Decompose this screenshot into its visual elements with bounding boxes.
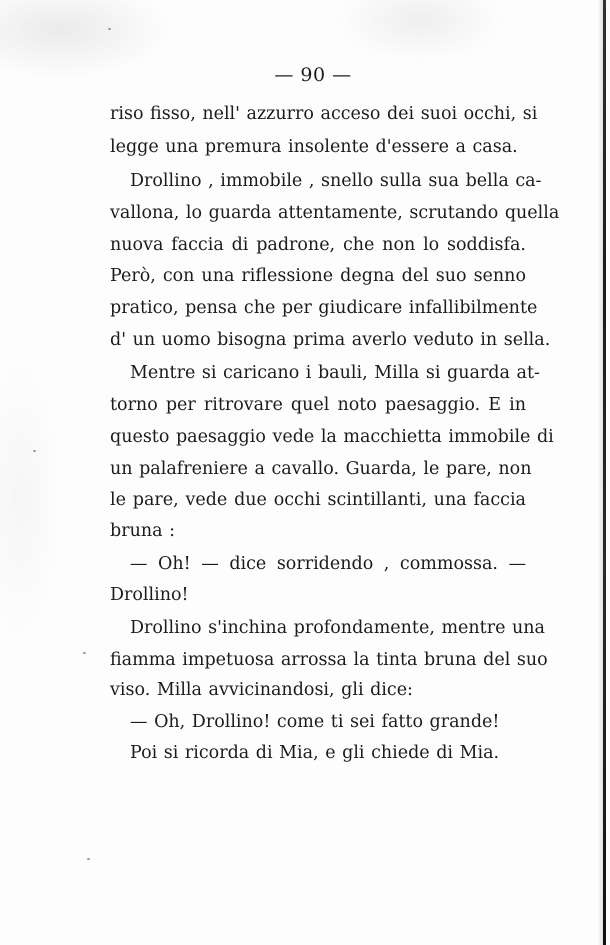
text-line: vallona, lo guarda attentamente, scrutando quella	[110, 203, 560, 223]
text-line: Mentre si caricano i bauli, Milla si guarda at-	[130, 363, 540, 383]
text-line: — Oh, Drollino! come ti sei fatto grande!	[130, 712, 500, 732]
text-line: d' un uomo bisogna prima averlo veduto in sella.	[110, 330, 551, 350]
page-edge-line	[603, 0, 606, 945]
text-line: viso. Milla avvicinandosi, gli dice:	[110, 680, 413, 700]
text-line: fiamma impetuosa arrossa la tinta bruna del suo	[110, 650, 548, 670]
text-line: nuova faccia di padrone, che non lo soddisfa.	[110, 235, 526, 255]
text-line: Drollino , immobile , snello sulla sua bella ca-	[130, 171, 542, 191]
text-line: Però, con una riflessione degna del suo senno	[110, 266, 526, 286]
text-line: le pare, vede due occhi scintillanti, una faccia	[110, 490, 526, 510]
text-line: bruna :	[110, 521, 176, 541]
text-line: Drollino s'inchina profondamente, mentre una	[130, 618, 545, 638]
scan-speck	[33, 450, 36, 452]
scan-speck	[83, 652, 86, 654]
scan-speck	[87, 858, 90, 860]
text-line: pratico, pensa che per giudicare infallibilmente	[110, 298, 538, 318]
text-line: — Oh! — dice sorridendo , commossa. —	[130, 554, 526, 574]
text-line: riso fisso, nell' azzurro acceso dei suoi occhi, si	[110, 104, 538, 124]
text-line: Drollino!	[110, 585, 189, 605]
text-line: questo paesaggio vede la macchietta immobile di	[110, 427, 554, 447]
text-line: torno per ritrovare quel noto paesaggio. E in	[110, 395, 526, 415]
text-line: un palafreniere a cavallo. Guarda, le pare, non	[110, 459, 532, 479]
scan-speck	[108, 28, 111, 30]
page-number: — 90 —	[274, 64, 352, 86]
text-line: legge una premura insolente d'essere a casa.	[110, 137, 518, 157]
text-line: Poi si ricorda di Mia, e gli chiede di Mia.	[130, 743, 500, 763]
